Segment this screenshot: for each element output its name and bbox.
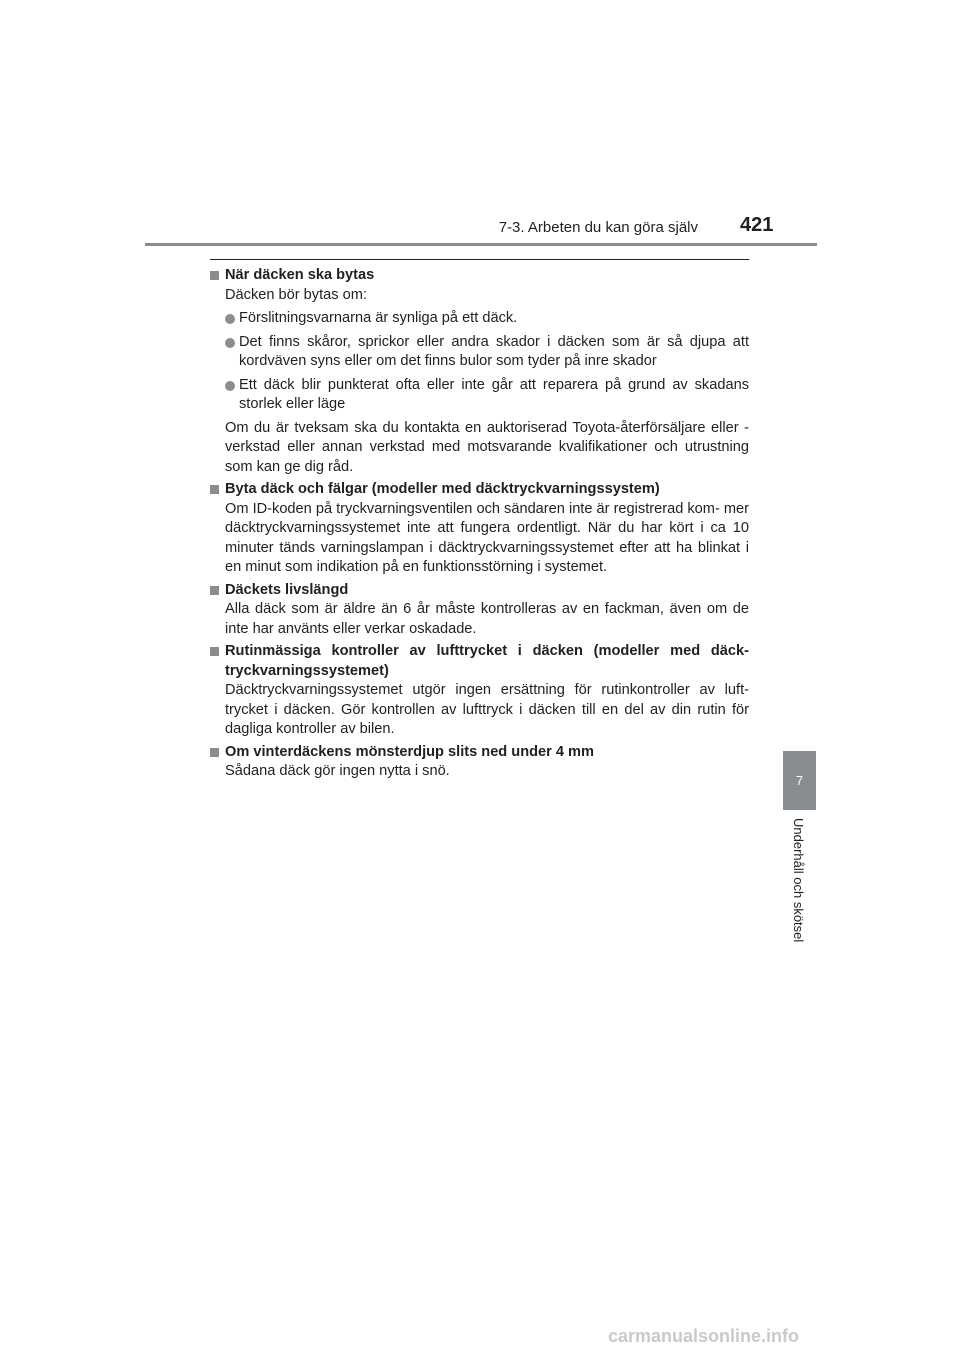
round-bullet-icon — [225, 381, 235, 391]
list-item-text: Ett däck blir punkterat ofta eller inte går att reparera på grund av skadans storlek eller läge — [239, 376, 749, 412]
square-bullet-icon — [210, 485, 219, 494]
list-item — [210, 309, 749, 329]
chapter-title: Underhåll och skötsel — [791, 818, 806, 943]
round-bullet-icon — [225, 314, 235, 324]
section-heading-tire-lifespan — [210, 581, 749, 601]
section-body: Alla däck som är äldre än 6 år måste kontrolleras av en fackman, även om de inte har använts eller verkar oskadade. — [225, 601, 749, 637]
section-intro: Däcken bör bytas om: — [225, 286, 367, 303]
list-item-text: Det finns skåror, sprickor eller andra skador i däcken som är så djupa att kordväven syns eller om det finns bulor som tyder på inre skador — [239, 333, 749, 369]
section-heading-change-tires-wheels — [210, 480, 749, 500]
square-bullet-icon — [210, 586, 219, 595]
square-bullet-icon — [210, 271, 219, 280]
square-bullet-icon — [210, 748, 219, 757]
section-heading-winter-tread-depth — [210, 743, 749, 763]
section-heading-text: Byta däck och fälgar (modeller med däcktryckvarningssystem) — [225, 481, 660, 497]
header-divider — [145, 243, 817, 246]
section-heading-text: Om vinterdäckens mönsterdjup slits ned under 4 mm — [225, 743, 594, 760]
list-item — [210, 376, 749, 415]
section-body: Däcktryckvarningssystemet utgör ingen ersättning för rutinkontroller av luft- trycket i däcken. Gör kontrollen av lufttryck i däcken till en del av din rutin för dagliga kontroller av bilen. — [225, 682, 749, 737]
watermark: carmanualsonline.info — [608, 1326, 800, 1346]
section-title: 7-3. Arbeten du kan göra själv — [498, 219, 698, 236]
page-content — [210, 266, 749, 782]
section-heading-text: Däckets livslängd — [225, 581, 349, 598]
section-heading-routine-pressure-checks — [210, 642, 749, 681]
section-heading-text: Rutinmässiga kontroller av lufttrycket i däcken (modeller med däck- tryckvarningssystemet) — [225, 643, 749, 679]
square-bullet-icon — [210, 647, 219, 656]
chapter-tab — [783, 751, 816, 810]
section-body: Om ID-koden på tryckvarningsventilen och sändaren inte är registrerad kom- mer däcktryckvarningssystemet inte att fungera ordentligt. När du har kört i ca 10 minuter tänds varningslampan i däcktryckvarningssystemet efter att ha blinkat i en minut som indikation på en funktionsstörning i systemet. — [225, 500, 749, 575]
list-item — [210, 333, 749, 372]
content-divider — [210, 259, 749, 260]
section-body: Om du är tveksam ska du kontakta en auktoriserad Toyota-återförsäljare eller -verkstad eller annan verkstad med motsvarande kvalifikationer och utrustning som kan ge dig råd. — [225, 419, 749, 475]
list-item-text: Förslitningsvarnarna är synliga på ett däck. — [239, 310, 518, 326]
chapter-number: 7 — [795, 773, 804, 788]
section-body: Sådana däck gör ingen nytta i snö. — [225, 763, 450, 779]
page-number: 421 — [740, 214, 774, 236]
section-heading-tire-replacement — [210, 266, 749, 286]
round-bullet-icon — [225, 338, 235, 348]
section-heading-text: När däcken ska bytas — [225, 267, 375, 283]
